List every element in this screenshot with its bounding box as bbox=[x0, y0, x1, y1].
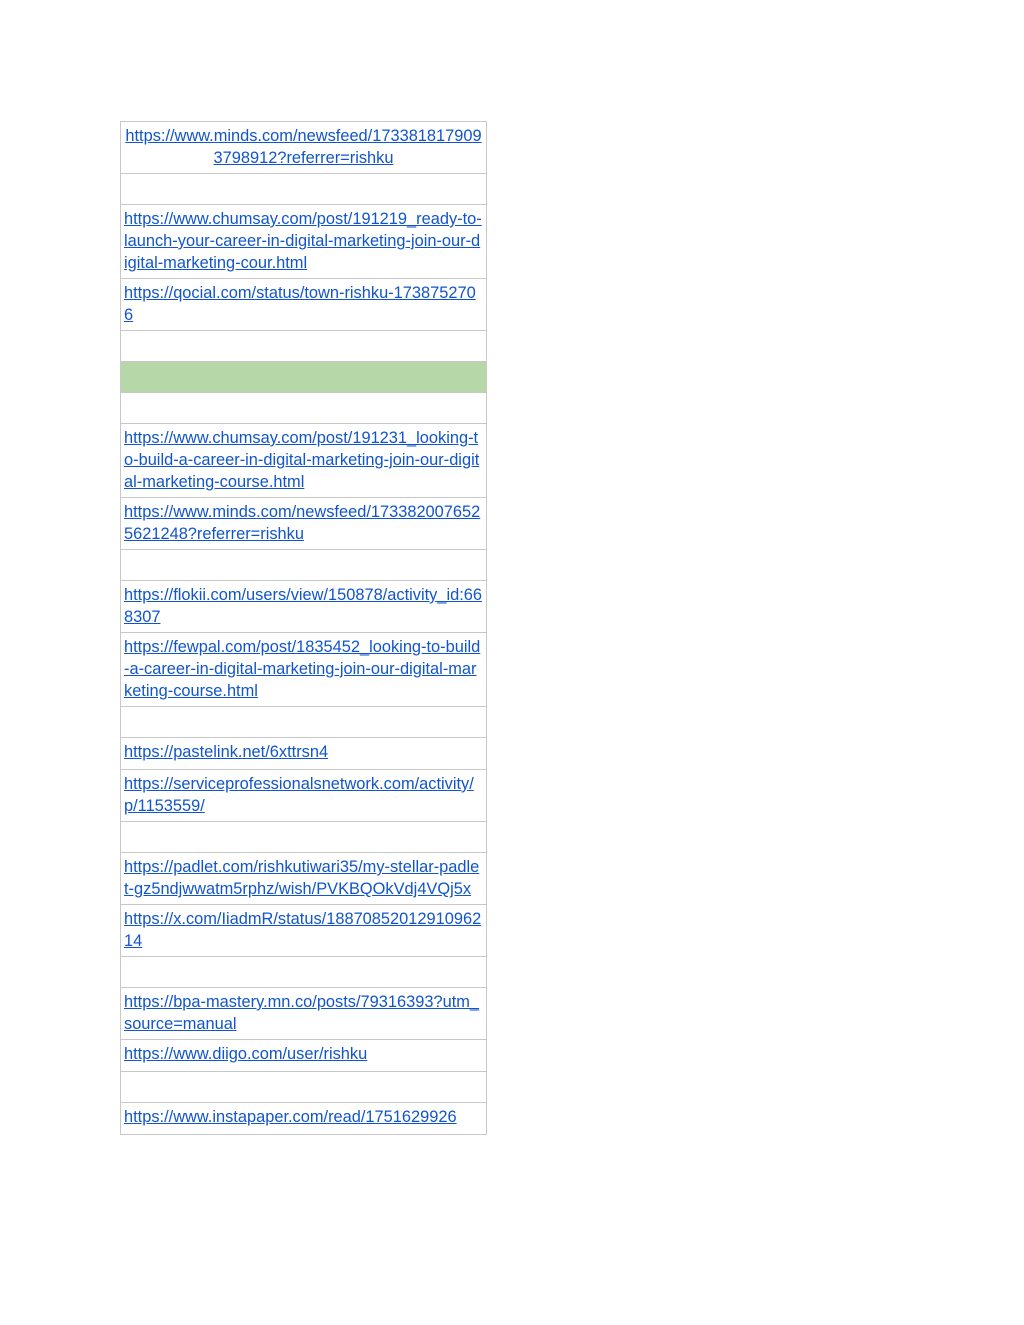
table-cell bbox=[121, 331, 487, 362]
table-cell bbox=[121, 498, 487, 550]
table-row bbox=[121, 122, 487, 174]
link-table bbox=[120, 121, 487, 1135]
table-cell bbox=[121, 393, 487, 424]
table-row bbox=[121, 707, 487, 738]
table-row bbox=[121, 1040, 487, 1072]
table-row bbox=[121, 1103, 487, 1135]
table-row bbox=[121, 331, 487, 362]
table-row bbox=[121, 279, 487, 331]
table-cell bbox=[121, 853, 487, 905]
table-row bbox=[121, 498, 487, 550]
link[interactable]: https://qocial.com/status/town-rishku-1738752706 bbox=[124, 284, 476, 324]
link-table-body bbox=[121, 122, 487, 1135]
table-cell bbox=[121, 1072, 487, 1103]
table-cell bbox=[121, 362, 487, 393]
table-row bbox=[121, 988, 487, 1040]
table-row bbox=[121, 424, 487, 498]
table-cell bbox=[121, 1103, 487, 1135]
table-cell bbox=[121, 770, 487, 822]
table-cell bbox=[121, 633, 487, 707]
table-cell bbox=[121, 905, 487, 957]
table-cell bbox=[121, 279, 487, 331]
table-row bbox=[121, 957, 487, 988]
table-row bbox=[121, 822, 487, 853]
link[interactable]: https://www.chumsay.com/post/191219_ready-to-launch-your-career-in-digital-marketing-join-our-digital-marketing-cour.html bbox=[124, 210, 482, 272]
link[interactable]: https://fewpal.com/post/1835452_looking-to-build-a-career-in-digital-marketing-join-our-digital-marketing-course.html bbox=[124, 638, 481, 700]
table-row bbox=[121, 393, 487, 424]
link[interactable]: https://www.minds.com/newsfeed/1733818179093798912?referrer=rishku bbox=[125, 127, 482, 167]
table-row bbox=[121, 905, 487, 957]
table-row bbox=[121, 205, 487, 279]
table-cell bbox=[121, 581, 487, 633]
table-row bbox=[121, 174, 487, 205]
link[interactable]: https://www.diigo.com/user/rishku bbox=[124, 1045, 368, 1063]
table-cell bbox=[121, 738, 487, 770]
link[interactable]: https://serviceprofessionalsnetwork.com/activity/p/1153559/ bbox=[124, 775, 474, 815]
link[interactable]: https://flokii.com/users/view/150878/activity_id:668307 bbox=[124, 586, 483, 626]
table-row bbox=[121, 1072, 487, 1103]
table-row bbox=[121, 633, 487, 707]
link[interactable]: https://www.chumsay.com/post/191231_looking-to-build-a-career-in-digital-marketing-join-our-digital-marketing-course.html bbox=[124, 429, 480, 491]
table-row bbox=[121, 738, 487, 770]
link[interactable]: https://www.instapaper.com/read/1751629926 bbox=[124, 1108, 457, 1126]
table-cell bbox=[121, 550, 487, 581]
table-row bbox=[121, 362, 487, 393]
table-cell bbox=[121, 205, 487, 279]
table-cell bbox=[121, 1040, 487, 1072]
link[interactable]: https://pastelink.net/6xttrsn4 bbox=[124, 743, 329, 761]
table-cell bbox=[121, 822, 487, 853]
table-cell bbox=[121, 174, 487, 205]
table-cell bbox=[121, 424, 487, 498]
link[interactable]: https://x.com/IiadmR/status/1887085201291096214 bbox=[124, 910, 482, 950]
table-cell bbox=[121, 957, 487, 988]
table-cell bbox=[121, 707, 487, 738]
table-row bbox=[121, 770, 487, 822]
table-cell bbox=[121, 122, 487, 174]
link[interactable]: https://www.minds.com/newsfeed/1733820076525621248?referrer=rishku bbox=[124, 503, 481, 543]
link[interactable]: https://padlet.com/rishkutiwari35/my-stellar-padlet-gz5ndjwwatm5rphz/wish/PVKBQOkVdj4VQj5x bbox=[124, 858, 480, 898]
table-row bbox=[121, 581, 487, 633]
table-row bbox=[121, 550, 487, 581]
link[interactable]: https://bpa-mastery.mn.co/posts/79316393?utm_source=manual bbox=[124, 993, 480, 1033]
table-row bbox=[121, 853, 487, 905]
table-cell bbox=[121, 988, 487, 1040]
